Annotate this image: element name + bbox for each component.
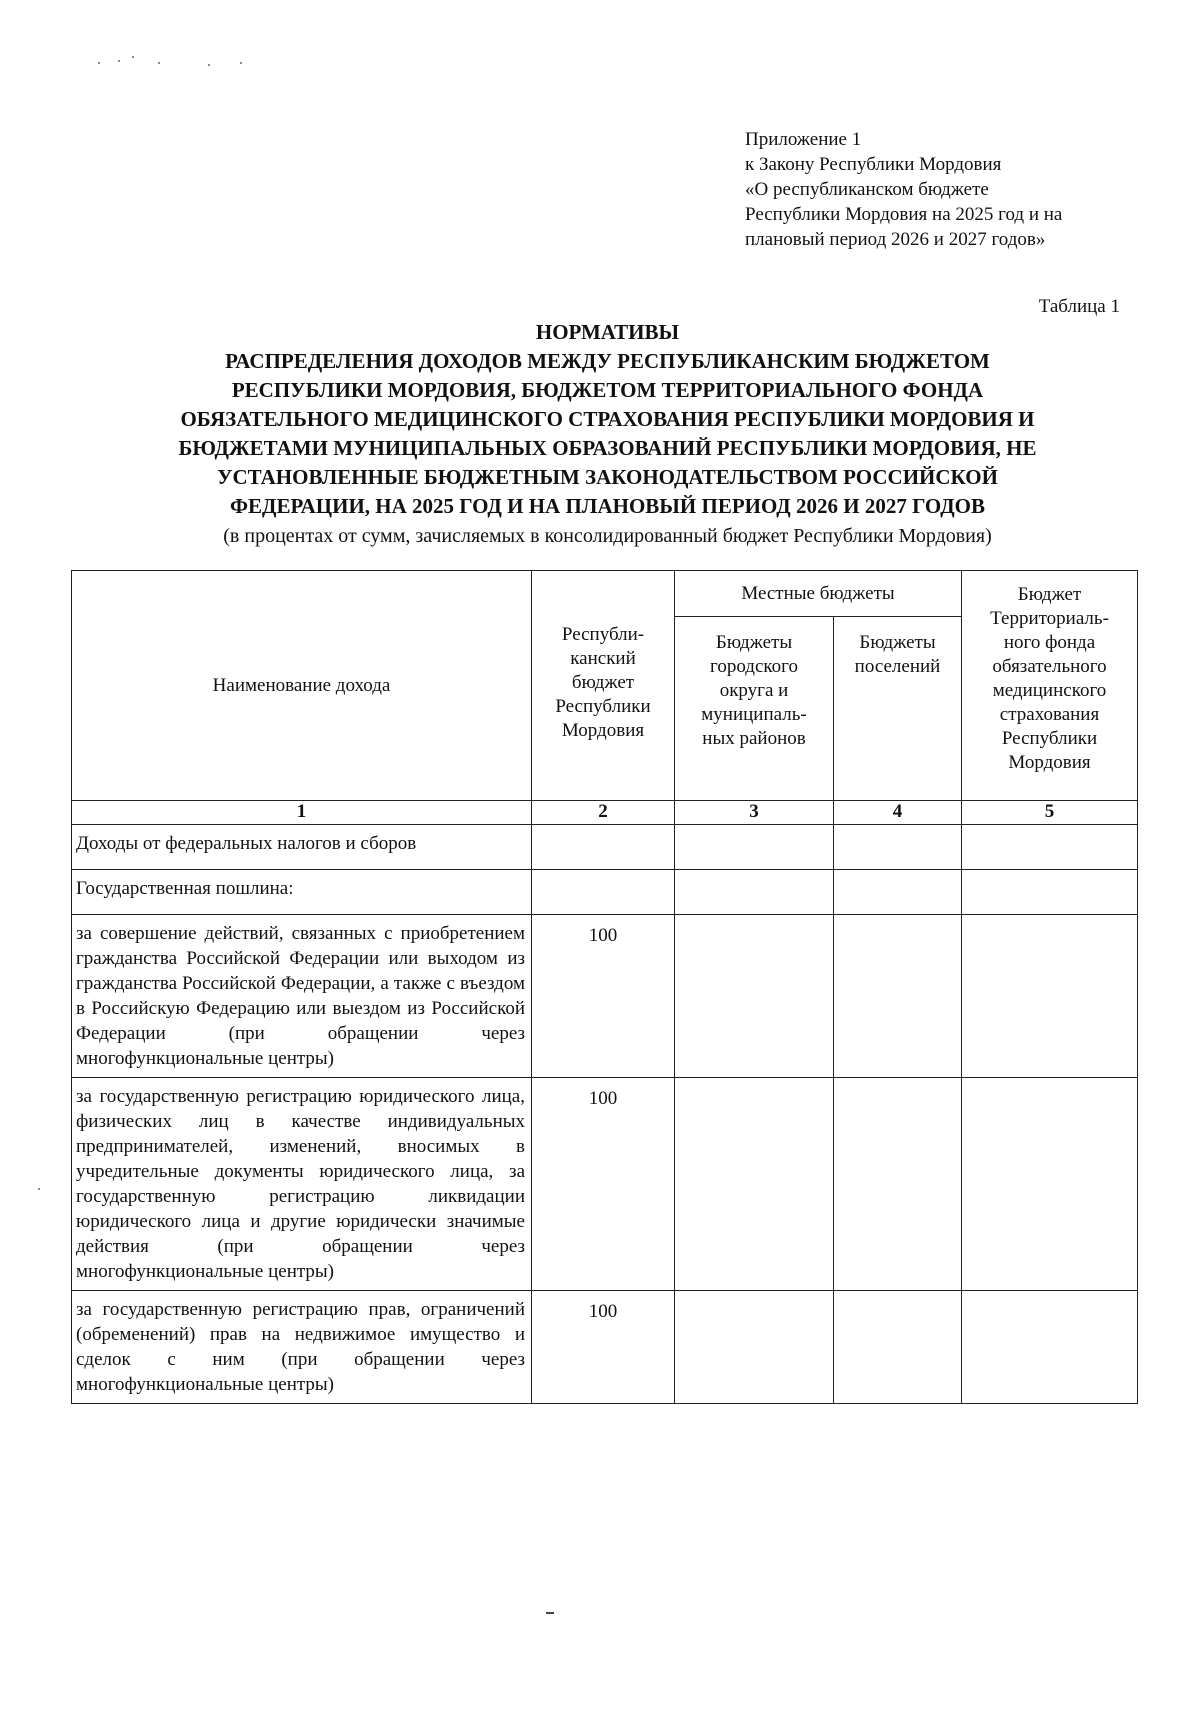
- table-row: [72, 870, 1138, 915]
- header-line: обязательного: [992, 656, 1107, 677]
- column-number: 1: [72, 801, 532, 825]
- title-line: ФЕДЕРАЦИИ, НА 2025 ГОД И НА ПЛАНОВЫЙ ПЕРИОД 2026 И 2027 ГОДОВ: [230, 494, 985, 518]
- header-line: Республики: [1001, 728, 1098, 749]
- header-fund-budget: [962, 571, 1138, 801]
- header-line: округа и: [719, 680, 789, 701]
- city-value-cell: [675, 870, 834, 915]
- header-line: Бюджеты: [715, 632, 793, 653]
- appendix-line: Республики Мордовия на 2025 год и на: [745, 204, 1063, 225]
- header-line: Мордовия: [561, 720, 645, 741]
- republican-value-cell: 100: [532, 1291, 675, 1404]
- appendix-line: Приложение 1: [745, 129, 862, 150]
- header-line: Мордовия: [1008, 752, 1091, 773]
- table-row: [72, 915, 1138, 1078]
- scan-speck: [118, 60, 120, 62]
- fund-value-cell: [962, 825, 1138, 870]
- header-line: поселений: [854, 656, 941, 677]
- title-line: НОРМАТИВЫ: [535, 320, 680, 344]
- norms-table: [71, 570, 1138, 1404]
- header-line: ного фонда: [1003, 632, 1096, 653]
- title-line: УСТАНОВЛЕННЫЕ БЮДЖЕТНЫМ ЗАКОНОДАТЕЛЬСТВОМ РОССИЙСКОЙ: [217, 465, 998, 489]
- city-value-cell: [675, 1078, 834, 1291]
- scan-speck: [208, 64, 210, 66]
- title-subtitle: (в процентах от сумм, зачисляемых в консолидированный бюджет Республики Мордовия): [223, 525, 992, 547]
- header-income-name: Наименование дохода: [72, 571, 532, 801]
- scan-speck: [158, 62, 160, 64]
- fund-value-cell: [962, 1291, 1138, 1404]
- republican-value-cell: [532, 825, 675, 870]
- header-line: муниципаль-: [701, 704, 807, 725]
- title-line: РАСПРЕДЕЛЕНИЯ ДОХОДОВ МЕЖДУ РЕСПУБЛИКАНСКИМ БЮДЖЕТОМ: [225, 349, 990, 373]
- settlement-value-cell: [834, 1291, 962, 1404]
- table-row: [72, 1078, 1138, 1291]
- column-number: 2: [532, 801, 675, 825]
- page-mark: [546, 1612, 554, 1614]
- settlement-value-cell: [834, 870, 962, 915]
- header-line: Бюджеты: [859, 632, 936, 653]
- header-line: городского: [710, 656, 798, 677]
- income-name-cell: Государственная пошлина:: [72, 870, 532, 915]
- title-line: ОБЯЗАТЕЛЬНОГО МЕДИЦИНСКОГО СТРАХОВАНИЯ РЕСПУБЛИКИ МОРДОВИЯ И: [180, 407, 1035, 431]
- header-line: канский: [570, 648, 636, 669]
- fund-value-cell: [962, 870, 1138, 915]
- city-value-cell: [675, 915, 834, 1078]
- income-name-cell: за государственную регистрацию прав, ограничений (обременений) прав на недвижимое имущество и сделок с ним (при обращении через многофункциональные центры): [72, 1291, 532, 1404]
- column-number: 3: [675, 801, 834, 825]
- column-number: 4: [834, 801, 962, 825]
- header-line: Республики: [555, 696, 651, 717]
- appendix-line: к Закону Республики Мордовия: [745, 154, 1002, 175]
- header-line: Республи-: [561, 624, 645, 645]
- settlement-value-cell: [834, 825, 962, 870]
- appendix-header: [745, 127, 1165, 252]
- column-number: 5: [962, 801, 1138, 825]
- column-number-row: [72, 801, 1138, 825]
- header-line: Территориаль-: [990, 608, 1109, 629]
- table-label: Таблица 1: [1038, 296, 1120, 317]
- header-settlement-budgets: [834, 617, 962, 801]
- fund-value-cell: [962, 1078, 1138, 1291]
- scan-speck: [132, 56, 134, 58]
- header-local-budgets: Местные бюджеты: [675, 571, 962, 617]
- scan-speck: [98, 62, 100, 64]
- settlement-value-cell: [834, 1078, 962, 1291]
- header-city-district-budgets: [675, 617, 834, 801]
- title-line: РЕСПУБЛИКИ МОРДОВИЯ, БЮДЖЕТОМ ТЕРРИТОРИАЛЬНОГО ФОНДА: [231, 378, 984, 402]
- document-title: [60, 318, 1155, 549]
- header-line: медицинского: [992, 680, 1107, 701]
- income-name-cell: Доходы от федеральных налогов и сборов: [72, 825, 532, 870]
- republican-value-cell: 100: [532, 1078, 675, 1291]
- scan-speck: [38, 1188, 40, 1190]
- city-value-cell: [675, 1291, 834, 1404]
- header-line: бюджет: [571, 672, 635, 693]
- header-line: Бюджет: [1017, 584, 1082, 605]
- header-line: ных районов: [702, 728, 806, 749]
- republican-value-cell: 100: [532, 915, 675, 1078]
- header-republican-budget: [532, 571, 675, 801]
- appendix-line: плановый период 2026 и 2027 годов»: [745, 229, 1046, 250]
- table-row: [72, 1291, 1138, 1404]
- republican-value-cell: [532, 870, 675, 915]
- scan-speck: [240, 62, 242, 64]
- header-line: страхования: [999, 704, 1100, 725]
- appendix-line: «О республиканском бюджете: [745, 179, 989, 200]
- income-name-cell: за совершение действий, связанных с приобретением гражданства Российской Федерации или выходом из гражданства Российской Федерации, а также с въездом в Российскую Федерацию или выездом из Российской Федерации (при обращении через многофункциональные центры): [72, 915, 532, 1078]
- city-value-cell: [675, 825, 834, 870]
- table-row: [72, 825, 1138, 870]
- fund-value-cell: [962, 915, 1138, 1078]
- settlement-value-cell: [834, 915, 962, 1078]
- title-line: БЮДЖЕТАМИ МУНИЦИПАЛЬНЫХ ОБРАЗОВАНИЙ РЕСПУБЛИКИ МОРДОВИЯ, НЕ: [178, 436, 1037, 460]
- income-name-cell: за государственную регистрацию юридического лица, физических лиц в качестве индивидуальных предпринимателей, изменений, вносимых в учредительные документы юридического лица, за государственную регистрацию ликвидации юридического лица и другие юридически значимые действия (при обращении через многофункциональные центры): [72, 1078, 532, 1291]
